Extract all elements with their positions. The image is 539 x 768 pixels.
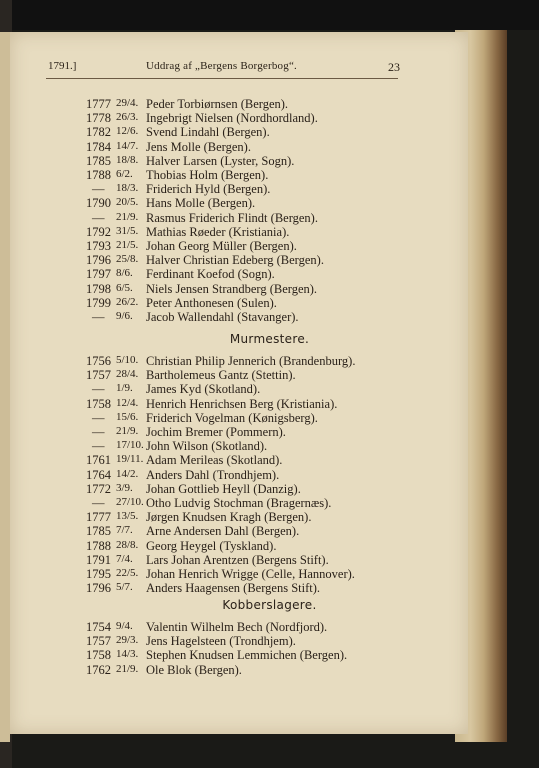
entry-year: 1764 xyxy=(86,467,111,482)
entry-name: Ferdinant Koefod (Sogn). xyxy=(146,267,275,282)
entry-year: 1777 xyxy=(86,97,111,111)
entry-name: Lars Johan Arentzen (Bergens Stift). xyxy=(146,552,329,567)
entry-name: John Wilson (Skotland). xyxy=(146,439,268,454)
entry-name: Bartholemeus Gantz (Stettin). xyxy=(146,368,296,383)
entry-date: 1/9. xyxy=(116,382,133,395)
scan-background-top xyxy=(0,0,539,30)
section-heading: Murmestere. xyxy=(229,332,310,346)
entry-name: Henrich Henrichsen Berg (Kristiania). xyxy=(146,396,338,411)
entry-name: Peder Torbiørnsen (Bergen). xyxy=(146,97,289,111)
entry-year: 1757 xyxy=(86,368,111,383)
entry-year: — xyxy=(92,425,105,439)
entry-date: 8/6. xyxy=(116,267,133,280)
entry-name: Jacob Wallendahl (Stavanger). xyxy=(146,310,299,324)
entry-year: 1791 xyxy=(86,552,111,567)
section-heading: Kobberslagere. xyxy=(222,598,317,612)
entry-date: 31/5. xyxy=(116,224,139,237)
entry-year: 1792 xyxy=(86,224,111,239)
entry-name: Valentin Wilhelm Bech (Nordfjord). xyxy=(146,620,328,634)
entry-date: 22/5. xyxy=(116,567,139,579)
entry-name: Johan Georg Müller (Bergen). xyxy=(146,239,297,253)
entry-name: Stephen Knudsen Lemmichen (Bergen). xyxy=(146,648,348,663)
entry-name: Johan Henrich Wrigge (Celle, Hannover). xyxy=(146,567,355,581)
entry-year: 1796 xyxy=(86,253,111,268)
entry-date: 6/2. xyxy=(116,168,133,180)
entry-year: 1788 xyxy=(86,168,111,182)
entry-date: 14/2. xyxy=(116,467,139,480)
entry-date: 26/3. xyxy=(116,111,139,124)
entry-name: Jens Hagelsteen (Trondhjem). xyxy=(146,634,296,649)
entry-date: 15/6. xyxy=(116,410,139,423)
entry-date: 14/7. xyxy=(116,139,139,152)
entry-name: Hans Molle (Bergen). xyxy=(146,196,256,211)
entry-year: 1782 xyxy=(86,125,111,140)
entry-date: 18/8. xyxy=(116,153,139,166)
entry-year: 1754 xyxy=(86,620,111,634)
entry-date: 12/6. xyxy=(116,125,139,138)
entry-date: 28/8. xyxy=(116,538,139,551)
entry-name: Adam Merileas (Skotland). xyxy=(146,453,283,468)
entry-name: Mathias Røeder (Kristiania). xyxy=(146,224,290,239)
entry-date: 5/10. xyxy=(116,354,139,366)
entry-date: 29/4. xyxy=(116,97,139,109)
header-year: 1791.] xyxy=(48,60,77,72)
entry-name: Christian Philip Jennerich (Brandenburg). xyxy=(146,354,356,368)
entry-year: 1757 xyxy=(86,634,111,649)
entry-year: — xyxy=(92,496,105,510)
entry-year: 1790 xyxy=(86,196,111,211)
entry-date: 9/6. xyxy=(116,310,133,322)
entry-year: 1798 xyxy=(86,281,111,296)
entry-date: 3/9. xyxy=(116,481,133,494)
entry-date: 28/4. xyxy=(116,368,139,381)
entry-date: 7/4. xyxy=(116,552,133,565)
entry-year: 1784 xyxy=(86,139,111,154)
entry-year: — xyxy=(92,382,105,397)
entry-name: Anders Dahl (Trondhjem). xyxy=(146,467,280,482)
entry-name: Jørgen Knudsen Kragh (Bergen). xyxy=(146,510,312,525)
entry-name: Rasmus Friderich Flindt (Bergen). xyxy=(146,210,318,225)
entry-name: Arne Andersen Dahl (Bergen). xyxy=(146,524,300,539)
entry-year: 1785 xyxy=(86,153,111,168)
entry-name: Ingebrigt Nielsen (Nordhordland). xyxy=(146,111,318,126)
entry-year: — xyxy=(92,410,105,425)
entry-year: — xyxy=(92,210,105,225)
entry-year: — xyxy=(92,182,105,197)
entry-name: Otho Ludvig Stochman (Bragernæs). xyxy=(146,496,332,510)
entry-name: Svend Lindahl (Bergen). xyxy=(146,125,270,140)
entry-name: Thobias Holm (Bergen). xyxy=(146,168,269,182)
entry-date: 26/2. xyxy=(116,295,139,308)
entry-name: James Kyd (Skotland). xyxy=(146,382,261,397)
entry-date: 20/5. xyxy=(116,196,139,209)
entry-name: Halver Larsen (Lyster, Sogn). xyxy=(146,153,295,168)
facing-page-edge xyxy=(0,32,10,742)
entry-year: 1785 xyxy=(86,524,111,539)
entry-date: 29/3. xyxy=(116,634,139,647)
entry-date: 21/9. xyxy=(116,662,139,675)
entry-name: Anders Haagensen (Bergens Stift). xyxy=(146,581,321,596)
entry-year: 1778 xyxy=(86,111,111,126)
entry-year: 1799 xyxy=(86,295,111,310)
entry-name: Jochim Bremer (Pommern). xyxy=(146,425,286,439)
entry-date: 5/7. xyxy=(116,581,133,594)
entry-year: 1756 xyxy=(86,354,111,368)
entry-year: 1797 xyxy=(86,267,111,282)
entry-year: — xyxy=(92,310,105,324)
entry-date: 27/10. xyxy=(116,496,144,508)
entry-year: 1777 xyxy=(86,510,111,525)
entry-year: 1795 xyxy=(86,567,111,581)
entry-date: 21/5. xyxy=(116,239,139,251)
entry-date: 12/4. xyxy=(116,396,139,409)
entry-name: Niels Jensen Strandberg (Bergen). xyxy=(146,281,318,296)
entry-name: Johan Gottlieb Heyll (Danzig). xyxy=(146,481,301,496)
entry-name: Friderich Vogelman (Kønigsberg). xyxy=(146,410,318,425)
entry-date: 19/11. xyxy=(116,453,144,466)
entry-date: 17/10. xyxy=(116,439,144,452)
entry-year: 1796 xyxy=(86,581,111,596)
header-title: Uddrag af „Bergens Borgerbog“. xyxy=(146,60,297,72)
running-header xyxy=(46,58,398,80)
header-rule xyxy=(46,78,398,79)
entry-date: 25/8. xyxy=(116,253,139,266)
entry-name: Ole Blok (Bergen). xyxy=(146,662,242,677)
entry-year: 1758 xyxy=(86,648,111,663)
entry-date: 9/4. xyxy=(116,620,133,632)
entry-year: 1772 xyxy=(86,481,111,496)
entry-year: 1761 xyxy=(86,453,111,468)
entry-year: 1758 xyxy=(86,396,111,411)
entry-date: 21/9. xyxy=(116,425,139,437)
entry-date: 6/5. xyxy=(116,281,133,294)
entry-date: 18/3. xyxy=(116,182,139,195)
entry-year: 1788 xyxy=(86,538,111,553)
entry-name: Jens Molle (Bergen). xyxy=(146,139,251,154)
entry-date: 14/3. xyxy=(116,648,139,661)
entry-year: 1793 xyxy=(86,239,111,253)
entry-date: 13/5. xyxy=(116,510,139,523)
entry-date: 7/7. xyxy=(116,524,133,537)
entry-name: Halver Christian Edeberg (Bergen). xyxy=(146,253,324,268)
entry-date: 21/9. xyxy=(116,210,139,223)
entry-name: Friderich Hyld (Bergen). xyxy=(146,182,271,197)
entry-name: Peter Anthonesen (Sulen). xyxy=(146,295,277,310)
entry-year: 1762 xyxy=(86,662,111,677)
entry-name: Georg Heygel (Tyskland). xyxy=(146,538,277,553)
page-number: 23 xyxy=(388,60,400,74)
entry-year: — xyxy=(92,439,105,454)
